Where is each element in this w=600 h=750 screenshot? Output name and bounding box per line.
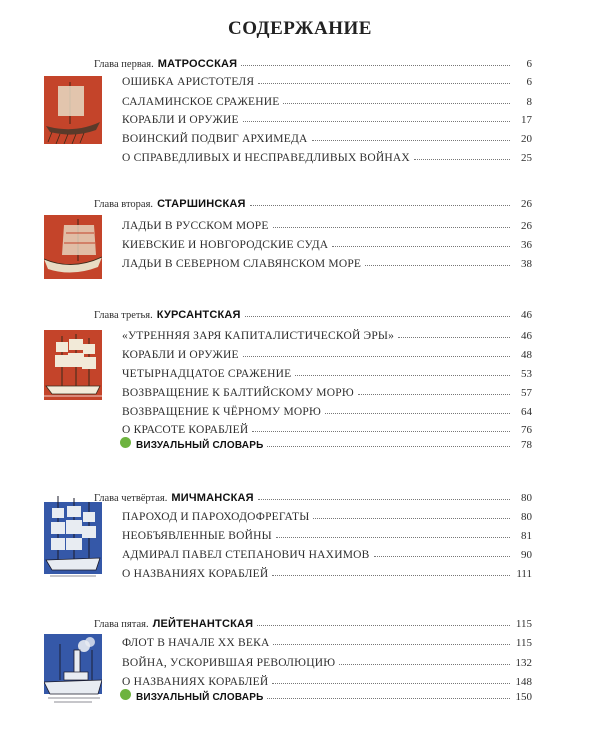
page-number: 90 xyxy=(521,549,532,561)
dot-leader xyxy=(332,246,510,247)
toc-entry[interactable] xyxy=(122,543,532,561)
toc-entry[interactable] xyxy=(122,324,532,342)
dot-leader xyxy=(358,394,510,395)
toc-entry[interactable] xyxy=(122,362,532,380)
dot-leader xyxy=(339,664,510,665)
page-number: 8 xyxy=(526,96,532,108)
page-number: 64 xyxy=(521,406,532,418)
dot-leader xyxy=(257,625,510,626)
entry-title: О СПРАВЕДЛИВЫХ И НЕСПРАВЕДЛИВЫХ ВОЙНАХ xyxy=(122,152,410,164)
page-number: 111 xyxy=(516,568,532,580)
entry-title: ОШИБКА АРИСТОТЕЛЯ xyxy=(122,76,255,88)
page-number: 46 xyxy=(521,330,532,342)
sailing-ship-illustration xyxy=(44,330,102,400)
chapter-title: СТАРШИНСКАЯ xyxy=(157,198,246,210)
entry-title: О НАЗВАНИЯХ КОРАБЛЕЙ xyxy=(122,676,269,688)
page-number: 53 xyxy=(521,368,532,380)
chapter-heading[interactable] xyxy=(94,612,532,630)
chapter-prefix: Глава третья. xyxy=(94,310,153,321)
entry-title: ФЛОТ В НАЧАЛЕ XX ВЕКА xyxy=(122,637,270,649)
steamship-illustration xyxy=(44,634,102,706)
chapter-prefix: Глава вторая. xyxy=(94,199,154,210)
chapter-prefix: Глава четвёртая. xyxy=(94,493,168,504)
entry-title: ВОЙНА, УСКОРИВШАЯ РЕВОЛЮЦИЮ xyxy=(122,657,336,669)
chapter-heading[interactable] xyxy=(94,192,532,210)
dot-leader xyxy=(273,227,510,228)
dot-leader xyxy=(245,316,510,317)
toc-entry[interactable] xyxy=(122,562,532,580)
page-number: 20 xyxy=(521,133,532,145)
page-number: 80 xyxy=(521,492,532,504)
toc-entry[interactable] xyxy=(122,70,532,88)
page-number: 150 xyxy=(515,691,532,703)
entry-title: ВОЗВРАЩЕНИЕ К БАЛТИЙСКОМУ МОРЮ xyxy=(122,387,354,399)
page-number: 78 xyxy=(521,439,532,451)
page-title: СОДЕРЖАНИЕ xyxy=(228,18,372,39)
entry-title: ВОИНСКИЙ ПОДВИГ АРХИМЕДА xyxy=(122,133,308,145)
page-number: 132 xyxy=(515,657,532,669)
page-number: 26 xyxy=(521,220,532,232)
toc-entry[interactable] xyxy=(122,90,532,108)
entry-title: «УТРЕННЯЯ ЗАРЯ КАПИТАЛИСТИЧЕСКОЙ ЭРЫ» xyxy=(122,330,395,342)
dot-leader xyxy=(243,121,510,122)
chapter-title: ЛЕЙТЕНАНТСКАЯ xyxy=(152,618,254,630)
entry-title: ПАРОХОД И ПАРОХОДОФРЕГАТЫ xyxy=(122,511,310,523)
page-number: 80 xyxy=(521,511,532,523)
entry-title: ЧЕТЫРНАДЦАТОЕ СРАЖЕНИЕ xyxy=(122,368,292,380)
page-number: 36 xyxy=(521,239,532,251)
dot-leader xyxy=(241,65,510,66)
toc-entry[interactable] xyxy=(122,214,532,232)
dot-leader xyxy=(250,205,510,206)
page-number: 38 xyxy=(521,258,532,270)
dot-leader xyxy=(272,575,510,576)
toc-entry[interactable] xyxy=(122,631,532,649)
entry-title: КОРАБЛИ И ОРУЖИЕ xyxy=(122,114,239,126)
entry-title: О НАЗВАНИЯХ КОРАБЛЕЙ xyxy=(122,568,269,580)
chapter-heading[interactable] xyxy=(94,303,532,321)
toc-entry-visual-dictionary[interactable] xyxy=(136,685,532,703)
toc-entry-visual-dictionary[interactable] xyxy=(136,433,532,451)
entry-title: ВИЗУАЛЬНЫЙ СЛОВАРЬ xyxy=(136,692,264,703)
toc-entry[interactable] xyxy=(122,252,532,270)
toc-entry[interactable] xyxy=(122,651,532,669)
dot-leader xyxy=(258,499,510,500)
dot-leader xyxy=(276,537,510,538)
green-bullet-icon xyxy=(120,437,131,448)
chapter-prefix: Глава пятая. xyxy=(94,619,149,630)
page-number: 25 xyxy=(521,152,532,164)
entry-title: КОРАБЛИ И ОРУЖИЕ xyxy=(122,349,239,361)
entry-title: ЛАДЬИ В СЕВЕРНОМ СЛАВЯНСКОМ МОРЕ xyxy=(122,258,362,270)
page-number: 115 xyxy=(515,637,532,649)
dot-leader xyxy=(313,518,510,519)
entry-title: ВИЗУАЛЬНЫЙ СЛОВАРЬ xyxy=(136,440,264,451)
entry-title: ВОЗВРАЩЕНИЕ К ЧЁРНОМУ МОРЮ xyxy=(122,406,322,418)
entry-title: НЕОБЪЯВЛЕННЫЕ ВОЙНЫ xyxy=(122,530,272,542)
page-number: 76 xyxy=(521,424,532,436)
dot-leader xyxy=(398,337,510,338)
chapter-title: КУРСАНТСКАЯ xyxy=(156,309,241,321)
dot-leader xyxy=(252,431,510,432)
toc-entry[interactable] xyxy=(122,127,532,145)
chapter-heading[interactable] xyxy=(94,486,532,504)
toc-entry[interactable] xyxy=(122,505,532,523)
dot-leader xyxy=(325,413,510,414)
page-number: 81 xyxy=(521,530,532,542)
entry-title: КИЕВСКИЕ И НОВГОРОДСКИЕ СУДА xyxy=(122,239,329,251)
toc-entry[interactable] xyxy=(122,108,532,126)
chapter-prefix: Глава первая. xyxy=(94,59,154,70)
toc-entry[interactable] xyxy=(122,400,532,418)
dot-leader xyxy=(295,375,510,376)
dot-leader xyxy=(272,683,510,684)
longship-illustration xyxy=(44,215,102,279)
entry-title: САЛАМИНСКОЕ СРАЖЕНИЕ xyxy=(122,96,280,108)
chapter-title: МИЧМАНСКАЯ xyxy=(171,492,254,504)
toc-entry[interactable] xyxy=(122,146,532,164)
chapter-title: МАТРОССКАЯ xyxy=(157,58,238,70)
entry-title: О КРАСОТЕ КОРАБЛЕЙ xyxy=(122,424,249,436)
dot-leader xyxy=(258,83,510,84)
page-number: 6 xyxy=(526,58,532,70)
toc-entry[interactable] xyxy=(122,524,532,542)
page-number: 6 xyxy=(526,76,532,88)
dot-leader xyxy=(267,446,510,447)
page-number: 57 xyxy=(521,387,532,399)
page-number: 46 xyxy=(521,309,532,321)
chapter-heading[interactable] xyxy=(94,52,532,70)
entry-title: ЛАДЬИ В РУССКОМ МОРЕ xyxy=(122,220,269,232)
toc-entry[interactable] xyxy=(122,233,532,251)
dot-leader xyxy=(312,140,511,141)
frigate-illustration xyxy=(44,496,102,580)
page-number: 115 xyxy=(515,618,532,630)
galley-illustration xyxy=(44,76,102,144)
toc-entry[interactable] xyxy=(122,343,532,361)
dot-leader xyxy=(273,644,510,645)
entry-title: АДМИРАЛ ПАВЕЛ СТЕПАНОВИЧ НАХИМОВ xyxy=(122,549,370,561)
page-number: 148 xyxy=(515,676,532,688)
dot-leader xyxy=(374,556,511,557)
dot-leader xyxy=(243,356,510,357)
dot-leader xyxy=(365,265,510,266)
dot-leader xyxy=(414,159,510,160)
page-number: 17 xyxy=(521,114,532,126)
green-bullet-icon xyxy=(120,689,131,700)
toc-entry[interactable] xyxy=(122,381,532,399)
dot-leader xyxy=(283,103,510,104)
dot-leader xyxy=(267,698,510,699)
page-number: 26 xyxy=(521,198,532,210)
page-number: 48 xyxy=(521,349,532,361)
